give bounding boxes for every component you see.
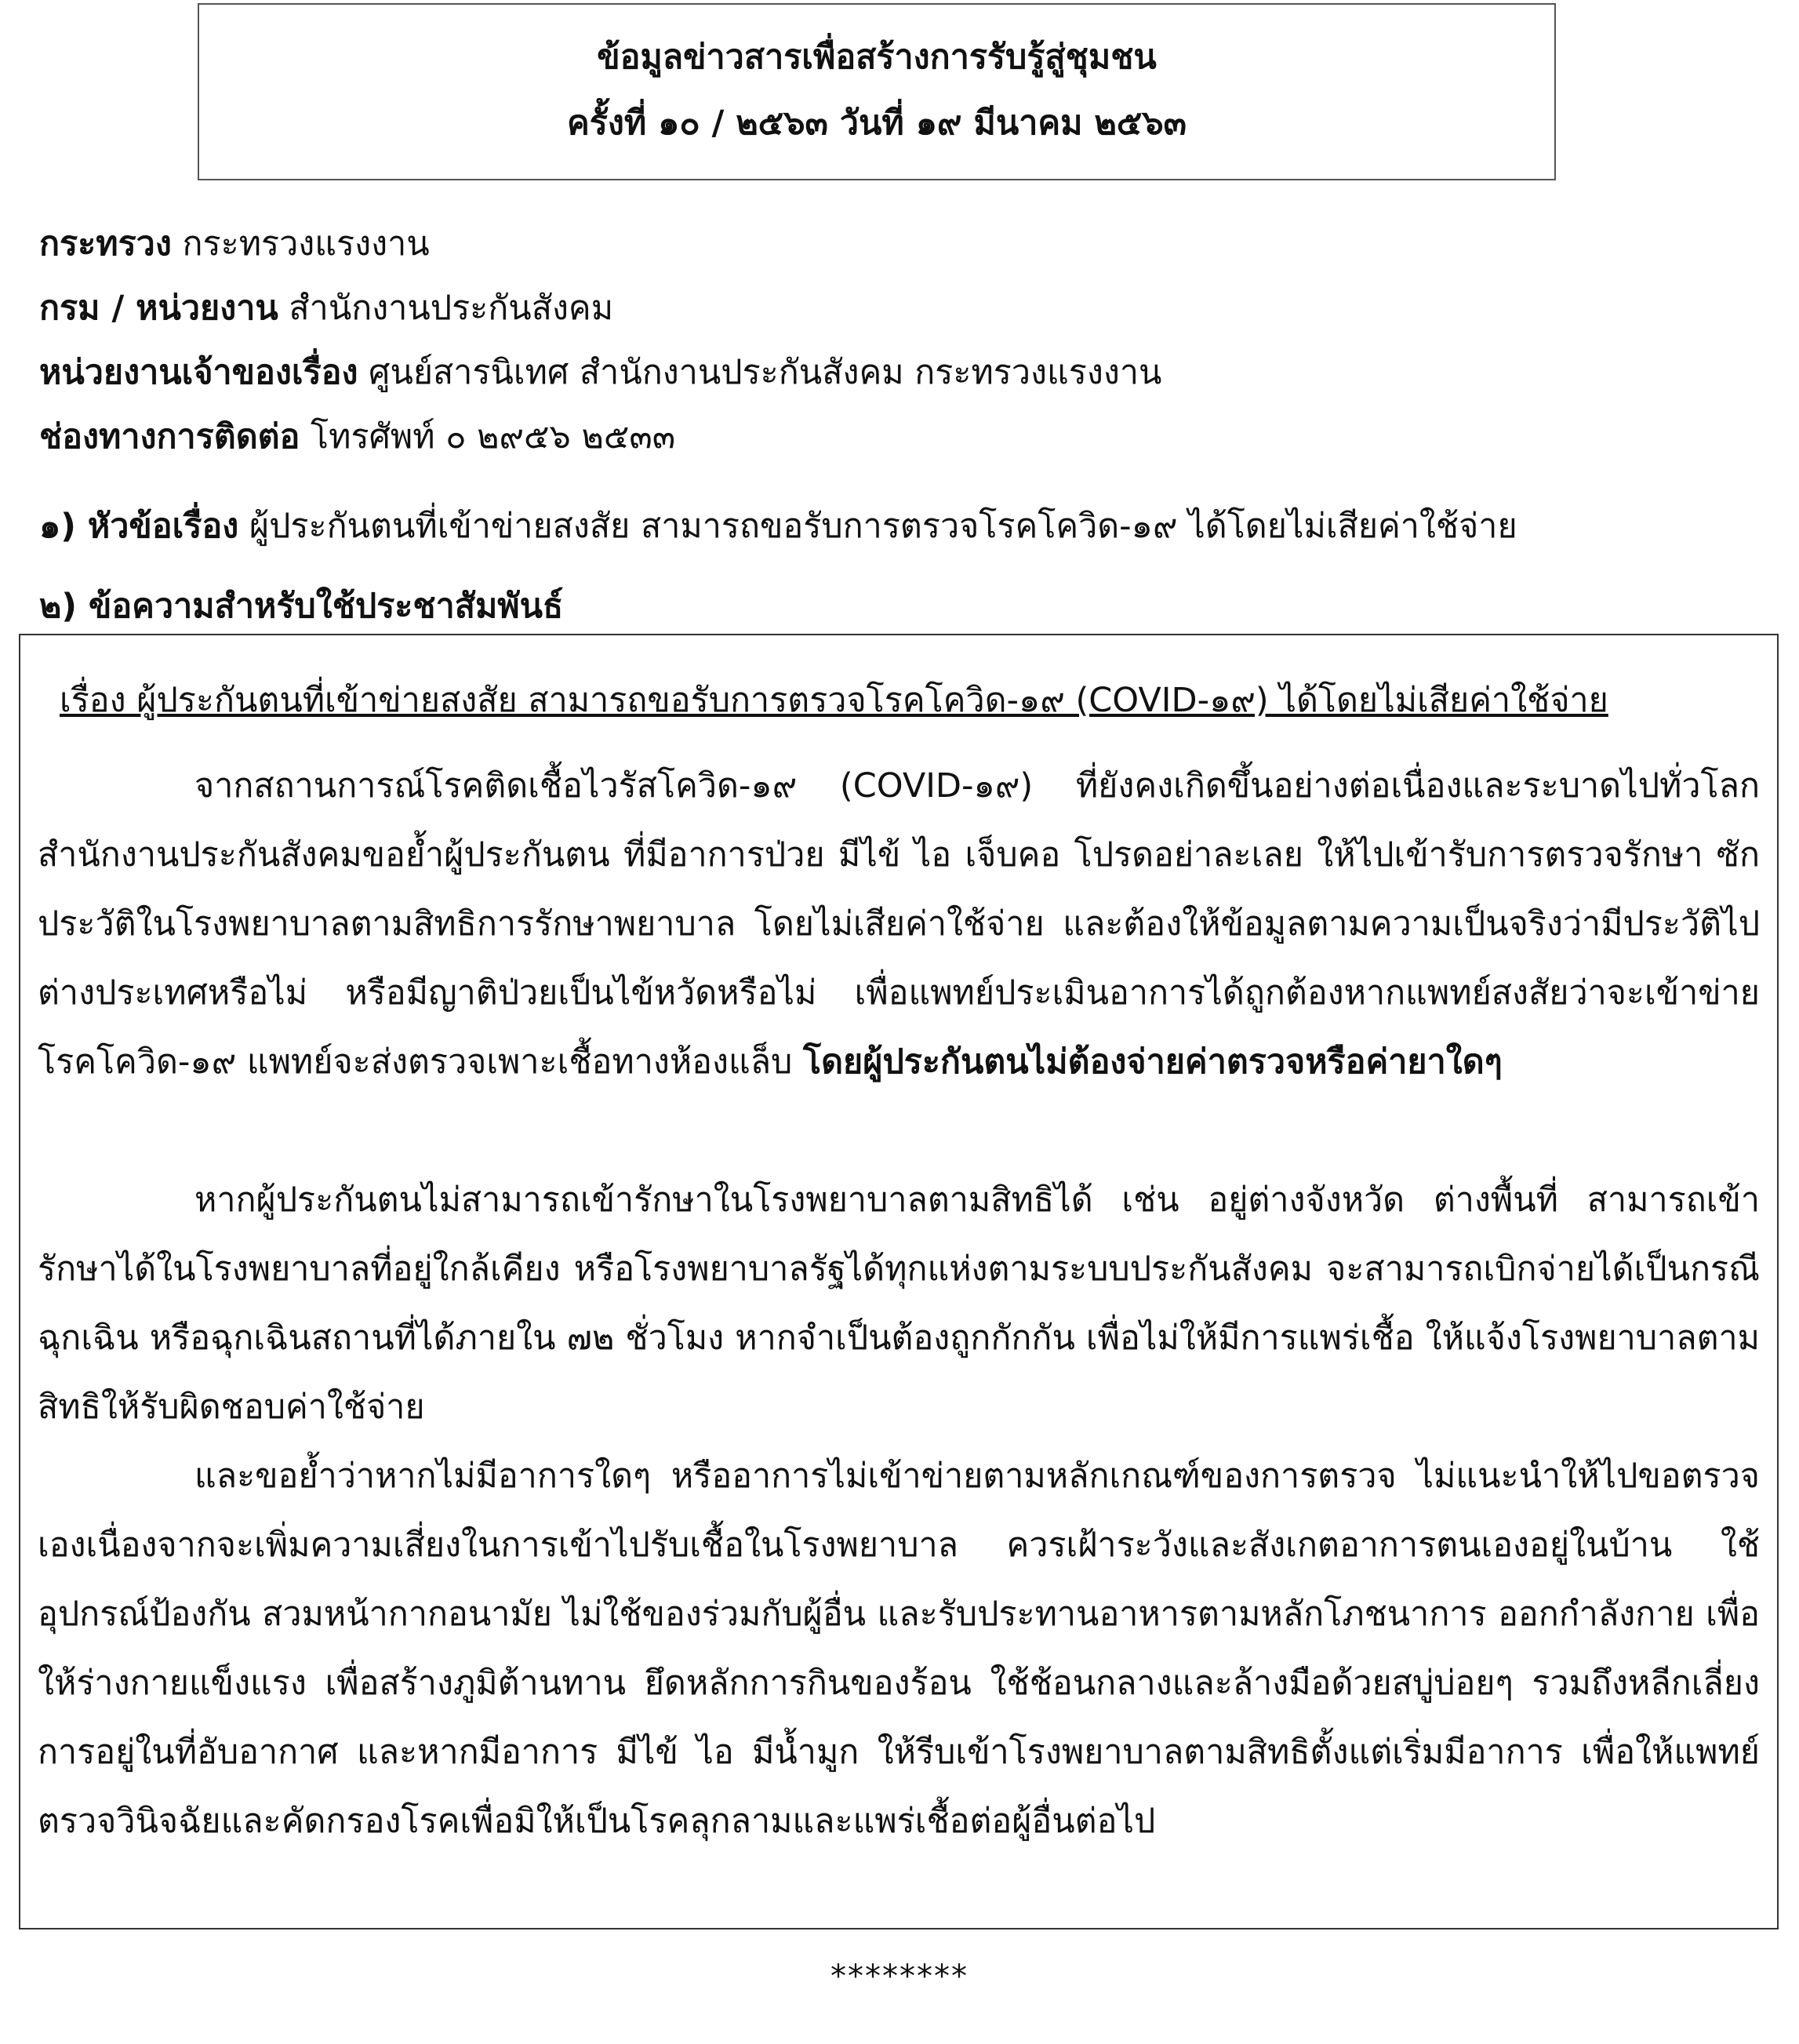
pr-label: ๒) ข้อความสำหรับใช้ประชาสัมพันธ์ — [39, 587, 564, 626]
contact-value: โทรศัพท์ ๐ ๒๙๕๖ ๒๕๓๓ — [311, 417, 676, 456]
topic-line — [39, 507, 1517, 546]
paragraph-1 — [38, 751, 1760, 1097]
paragraph-3-text: และขอย้ำว่าหากไม่มีอาการใดๆ หรืออาการไม่เข้าข่ายตามหลักเกณฑ์ของการตรวจ ไม่แนะนำให้ไปขอตรวจเองเนื่องจากจะเพิ่มความเสี่ยงในการเข้าไปรับเชื้อในโรงพยาบาล ควรเฝ้าระวังและสังเกตอาการตนเองอยู่ในบ้าน ใช้อุปกรณ์ป้องกัน สวมหน้ากากอนามัย ไม่ใช้ของร่วมกับผู้อื่น และรับประทานอาหารตามหลักโภชนาการ ออกกำลังกาย เพื่อให้ร่างกายแข็งแรง เพื่อสร้างภูมิต้านทาน ยึดหลักการกินของร้อน ใช้ช้อนกลางและล้างมือด้วยสบู่บ่อยๆ รวมถึงหลีกเลี่ยงการอยู่ในที่อับอากาศ และหากมีอาการ มีไข้ ไอ มีน้ำมูก ให้รีบเข้าโรงพยาบาลตามสิทธิตั้งแต่เริ่มมีอาการ เพื่อให้แพทย์ตรวจวินิจฉัยและคัดกรองโรคเพื่อมิให้เป็นโรคลุกลามและแพร่เชื้อต่อผู้อื่นต่อไป — [38, 1457, 1760, 1841]
department-value: สำนักงานประกันสังคม — [289, 289, 614, 328]
contact-line — [39, 417, 676, 456]
press-release-title: เรื่อง ผู้ประกันตนที่เข้าข่ายสงสัย สามารถขอรับการตรวจโรคโควิด-๑๙ (COVID-๑๙) ได้โดยไม่เสียค่าใช้จ่าย — [60, 681, 1608, 720]
end-separator: ******** — [830, 1959, 969, 1995]
paragraph-3 — [38, 1442, 1760, 1856]
issue-line: ครั้งที่ ๑๐ / ๒๕๖๓ วันที่ ๑๙ มีนาคม ๒๕๖๓ — [566, 104, 1187, 143]
topic-label: ๑) หัวข้อเรื่อง — [39, 507, 239, 546]
department-label: กรม / หน่วยงาน — [39, 289, 278, 328]
paragraph-2 — [38, 1166, 1760, 1442]
owner-value: ศูนย์สารนิเทศ สำนักงานประกันสังคม กระทรวงแรงงาน — [369, 353, 1162, 392]
document-title: ข้อมูลข่าวสารเพื่อสร้างการรับรู้สู่ชุมชน — [597, 38, 1157, 77]
pr-heading-line — [39, 587, 564, 626]
topic-value: ผู้ประกันตนที่เข้าข่ายสงสัย สามารถขอรับการตรวจโรคโควิด-๑๙ ได้โดยไม่เสียค่าใช้จ่าย — [249, 507, 1517, 546]
ministry-line — [39, 224, 430, 264]
owner-label: หน่วยงานเจ้าของเรื่อง — [39, 353, 358, 392]
paragraph-1-text: จากสถานการณ์โรคติดเชื้อไวรัสโควิด-๑๙ (COVID-๑๙) ที่ยังคงเกิดขึ้นอย่างต่อเนื่องและระบาดไปทั่วโลก สำนักงานประกันสังคมขอย้ำผู้ประกันตน ที่มีอาการป่วย มีไข้ ไอ เจ็บคอ โปรดอย่าละเลย ให้ไปเข้ารับการตรวจรักษา ซักประวัติในโรงพยาบาลตามสิทธิการรักษาพยาบาล โดยไม่เสียค่าใช้จ่าย และต้องให้ข้อมูลตามความเป็นจริงว่ามีประวัติไปต่างประเทศหรือไม่ หรือมีญาติป่วยเป็นไข้หวัดหรือไม่ เพื่อแพทย์ประเมินอาการได้ถูกต้องหากแพทย์สงสัยว่าจะเข้าข่ายโรคโควิด-๑๙ แพทย์จะส่งตรวจเพาะเชื้อทางห้องแล็บ — [38, 766, 1760, 1082]
contact-label: ช่องทางการติดต่อ — [39, 417, 300, 456]
paragraph-1-bold: โดยผู้ประกันตนไม่ต้องจ่ายค่าตรวจหรือค่ายาใดๆ — [803, 1042, 1503, 1082]
ministry-label: กระทรวง — [39, 224, 172, 264]
press-release-box — [19, 634, 1779, 1929]
header-box — [198, 3, 1556, 180]
department-line — [39, 289, 614, 328]
ministry-value: กระทรวงแรงงาน — [182, 224, 430, 264]
paragraph-2-text: หากผู้ประกันตนไม่สามารถเข้ารักษาในโรงพยาบาลตามสิทธิได้ เช่น อยู่ต่างจังหวัด ต่างพื้นที่ สามารถเข้ารักษาได้ในโรงพยาบาลที่อยู่ใกล้เคียง หรือโรงพยาบาลรัฐได้ทุกแห่งตามระบบประกันสังคม จะสามารถเบิกจ่ายได้เป็นกรณีฉุกเฉิน หรือฉุกเฉินสถานที่ได้ภายใน ๗๒ ชั่วโมง หากจำเป็นต้องถูกกักกัน เพื่อไม่ให้มีการแพร่เชื้อ ให้แจ้งโรงพยาบาลตามสิทธิให้รับผิดชอบค่าใช้จ่าย — [38, 1180, 1760, 1427]
owner-line — [39, 353, 1162, 392]
